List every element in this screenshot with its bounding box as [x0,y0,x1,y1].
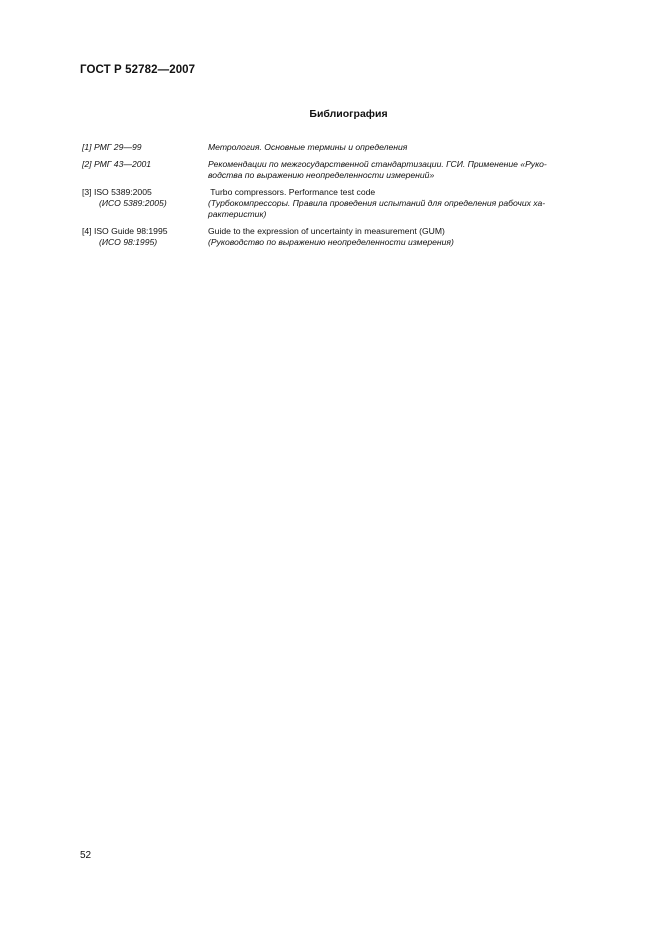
reference-description [208,142,612,153]
reference-code-line: (ИСО 98:1995) [99,237,158,247]
reference-code-line: (ИСО 5389:2005) [99,198,167,208]
reference-description-line: рактеристик) [208,209,267,219]
reference-code-line: [3] ISO 5389:2005 [82,187,152,197]
reference-code [82,187,208,220]
reference-description-line: Рекомендации по межгосударственной стандартизации. ГСИ. Применение «Руко- [208,159,547,169]
reference-code-line: [4] ISO Guide 98:1995 [82,226,168,236]
reference-code [82,226,208,248]
document-code-header: ГОСТ Р 52782—2007 [80,64,196,76]
bibliography-list [82,142,612,254]
reference-description [208,187,612,220]
reference-description-line: Метрология. Основные термины и определения [208,142,408,152]
reference-code [82,142,208,153]
reference-description-line: (Турбокомпрессоры. Правила проведения испытаний для определения рабочих ха- [208,198,546,208]
reference-code [82,159,208,181]
reference-description [208,226,612,248]
bibliography-entry-4 [82,226,612,248]
bibliography-entry-2 [82,159,612,181]
reference-code-line: [1] РМГ 29—99 [82,142,142,152]
bibliography-entry-1 [82,142,612,153]
page-number: 52 [80,850,92,861]
reference-description [208,159,612,181]
bibliography-entry-3 [82,187,612,220]
reference-description-line: водства по выражению неопределенности измерений» [208,170,435,180]
reference-description-line: Turbo compressors. Performance test code [208,187,376,197]
reference-code-line: [2] РМГ 43—2001 [82,159,152,169]
reference-description-line: (Руководство по выражению неопределенности измерения) [208,237,454,247]
reference-description-line: Guide to the expression of uncertainty in measurement (GUM) [208,226,445,236]
section-title: Библиография [309,108,388,120]
